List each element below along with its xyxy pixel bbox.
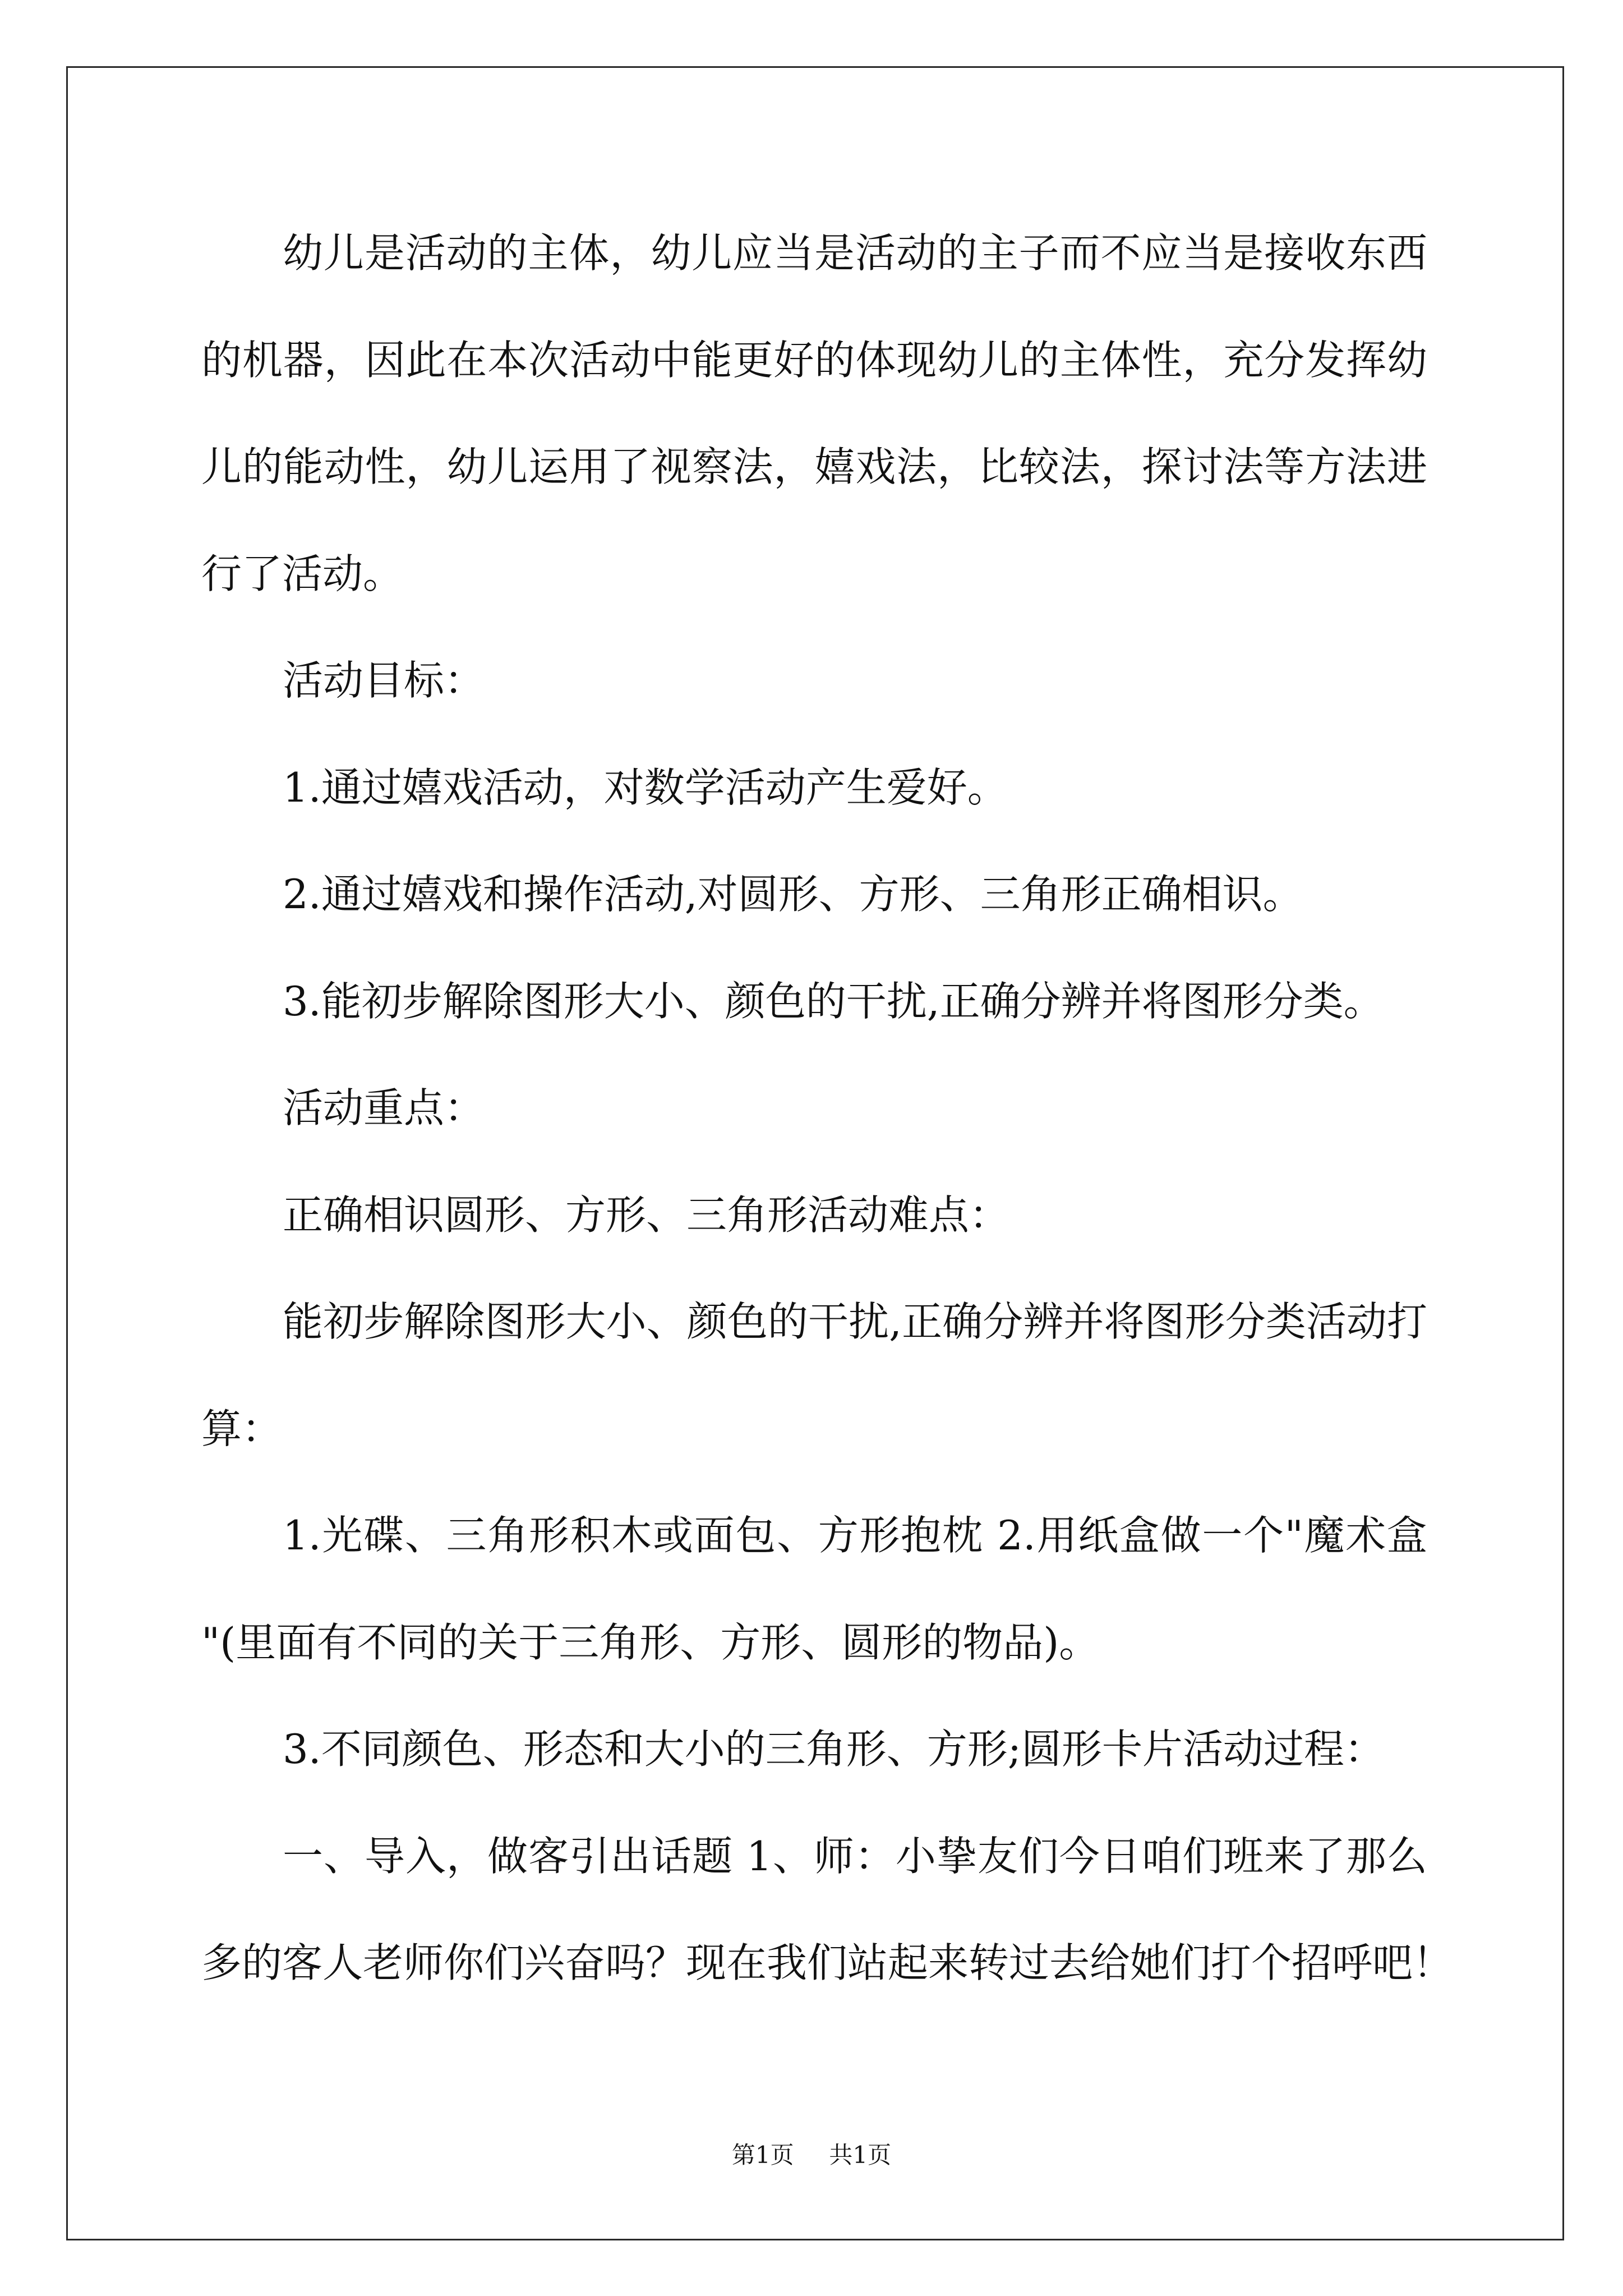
text-line: 一、导入，做客引出话题 1、师：小挚友们今日咱们班来了那么 [283, 1832, 1427, 1880]
text-line: 正确相识圆形、方形、三角形活动难点： [283, 1191, 1010, 1239]
document-body [201, 200, 1454, 2017]
text-line: 能初步解除图形大小、颜色的干扰,正确分辨并将图形分类活动打 [283, 1298, 1427, 1345]
paragraph [201, 1162, 1427, 1269]
list-item [201, 734, 1427, 841]
text-line: 多的客人老师你们兴奋吗？现在我们站起来转过去给她们打个招呼吧！ [201, 1939, 1454, 1986]
text-line: 3.不同颜色、形态和大小的三角形、方形;圆形卡片活动过程： [283, 1726, 1385, 1773]
text-line: 行了活动。 [201, 550, 404, 597]
text-line: 活动目标： [283, 657, 485, 704]
page-footer: 第1页 共1页 [731, 2141, 892, 2169]
text-line: 活动重点： [283, 1084, 485, 1131]
text-line: 算： [201, 1405, 283, 1452]
list-item [201, 1482, 1427, 1696]
text-line: 1.通过嬉戏活动，对数学活动产生爱好。 [283, 763, 1008, 811]
text-line: 1.光碟、三角形积木或面包、方形抱枕 2.用纸盒做一个"魔术盒 [283, 1512, 1427, 1559]
list-item [201, 948, 1427, 1055]
text-line: 3.能初步解除图形大小、颜色的干扰,正确分辨并将图形分类。 [283, 977, 1384, 1025]
section-heading [201, 1055, 1427, 1162]
text-line: "(里面有不同的关于三角形、方形、圆形的物品)。 [201, 1618, 1100, 1666]
list-item [201, 841, 1427, 948]
paragraph [201, 1803, 1454, 2017]
list-item [201, 1696, 1427, 1803]
text-line: 2.通过嬉戏和操作活动,对圆形、方形、三角形正确相识。 [283, 871, 1303, 918]
text-line: 的机器，因此在本次活动中能更好的体现幼儿的主体性，充分发挥幼 [201, 336, 1427, 384]
text-line: 儿的能动性，幼儿运用了视察法，嬉戏法，比较法，探讨法等方法进 [201, 443, 1427, 490]
section-heading [201, 627, 1427, 734]
paragraph [201, 200, 1427, 627]
text-line: 幼儿是活动的主体，幼儿应当是活动的主子而不应当是接收东西 [283, 229, 1427, 277]
paragraph [201, 1268, 1427, 1482]
